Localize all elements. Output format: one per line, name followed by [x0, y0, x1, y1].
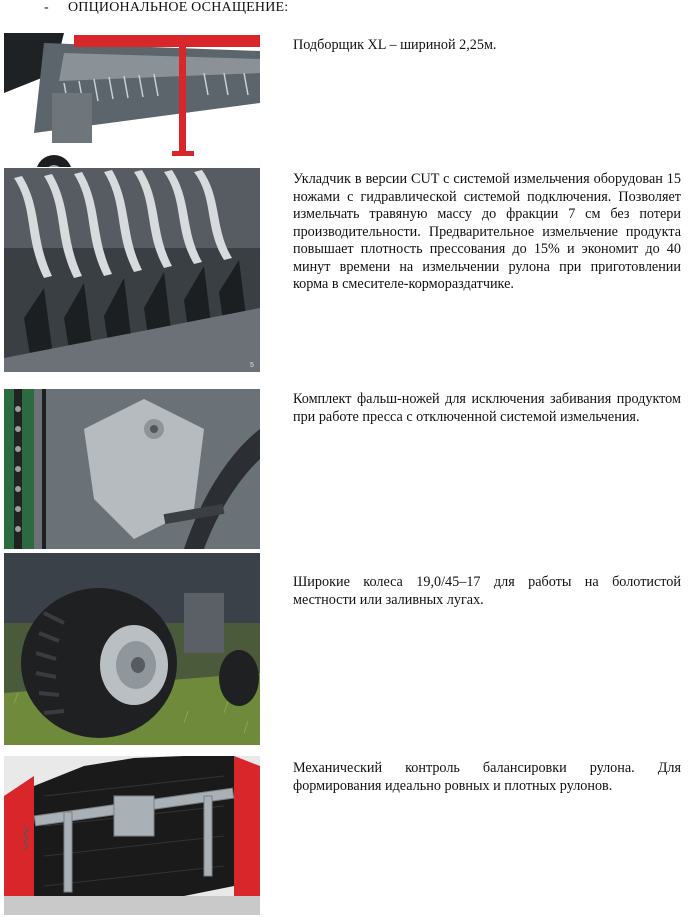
heading-bullet: - [44, 0, 49, 15]
pickup-photo [4, 33, 260, 167]
pickup-description: Подборщик XL – шириной 2,25м. [293, 37, 497, 53]
cutter-rotor-photo [4, 168, 260, 372]
photo-caption: 5 [250, 362, 254, 369]
dummy-knives-photo [4, 389, 260, 549]
dummy-knives-description: Комплект фальш-ножей для исключения забивания продуктом при работе пресса с отключенной системой измельчения. [293, 391, 681, 425]
cutter-description: Укладчик в версии CUT с системой измельчения оборудован 15 ножами с гидравлической системой подключения. Позволяет измельчать травяную массу до фракции 7 см без потери производительности. Предварительное измельчение продукта повышает плотность прессования до 15% и экономит до 40 минут времени на измельчении рулона при приготовлении корма в смесителе-кормораздатчике. [293, 171, 681, 292]
heading-title: ОПЦИОНАЛЬНОЕ ОСНАЩЕНИЕ: [68, 0, 289, 15]
wide-wheel-description: Широкие колеса 19,0/45–17 для работы на болотистой местности или заливных лугах. [293, 574, 681, 608]
wide-wheel-photo [4, 553, 260, 745]
section-heading [44, 0, 288, 16]
bale-balance-photo [4, 756, 260, 915]
bale-balance-description: Механический контроль балансировки рулона. Для формирования идеально ровных и плотных рулонов. [293, 760, 681, 794]
